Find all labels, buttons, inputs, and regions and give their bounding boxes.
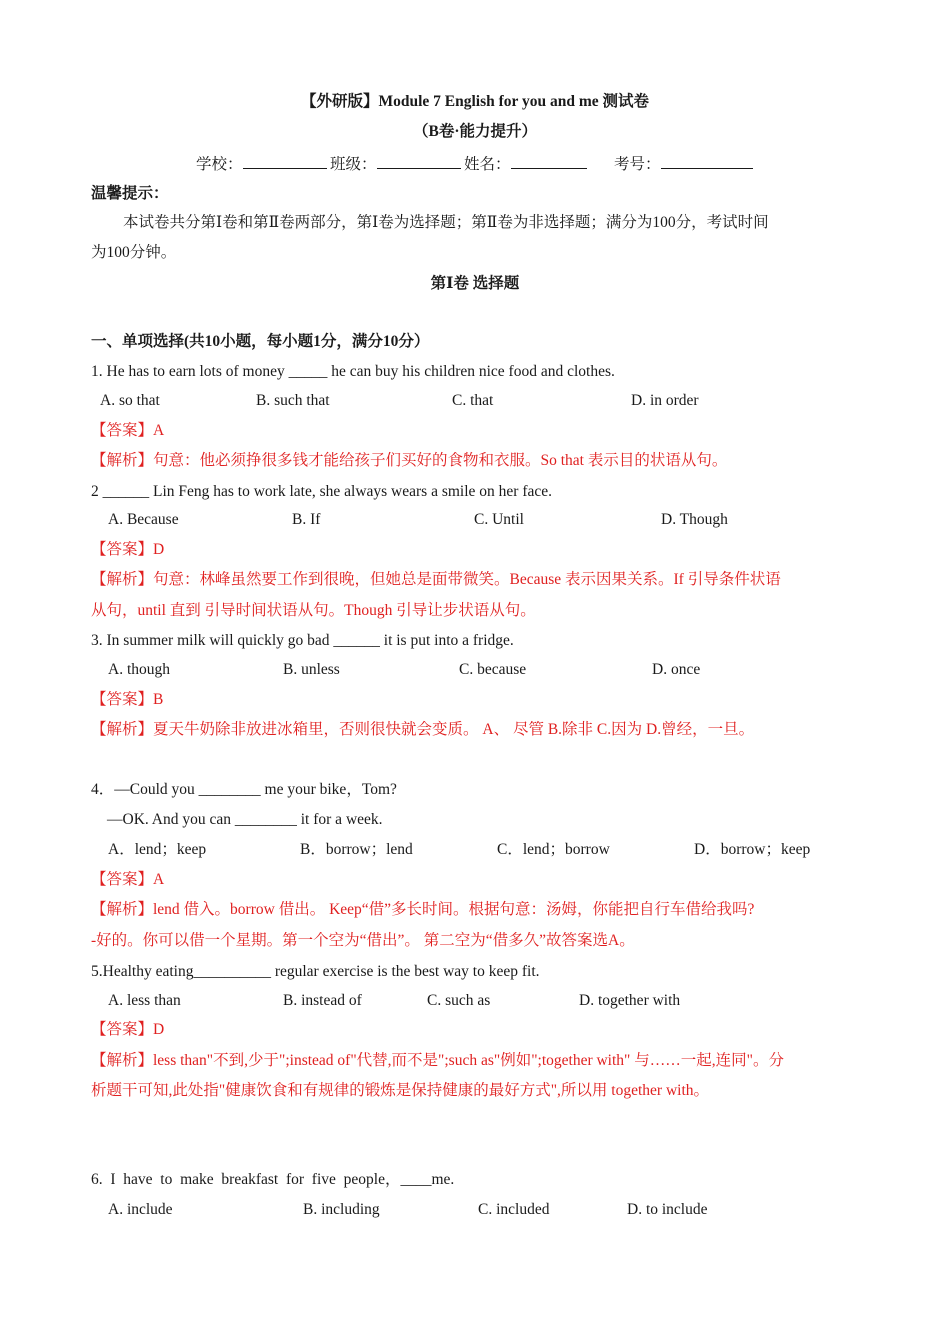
q4-option-a[interactable]: A．lend；keep [108,841,207,858]
q3-option-a[interactable]: A. though [108,661,170,678]
part1-title: 第Ⅰ卷 选择题 [430,275,520,292]
q5-option-d[interactable]: D. together with [579,992,681,1009]
class-field[interactable] [330,154,461,175]
q5-option-c[interactable]: C. such as [427,992,491,1009]
class-blank[interactable] [377,154,461,169]
q6-option-a[interactable]: A. include [108,1201,173,1218]
q3-analysis: 【解析】夏天牛奶除非放进冰箱里，否则很快就会变质。 A、 尽管 B.除非 C.因为 D.曾经，一旦。 [91,721,755,738]
exam-number-blank[interactable] [661,154,753,169]
q3-answer: 【答案】B [91,691,164,708]
q5-answer: 【答案】D [91,1021,165,1038]
question-2-stem: 2 ______ Lin Feng has to work late, she always wears a smile on her face. [91,483,552,500]
q4-analysis-line2: -好的。你可以借一个星期。第一个空为“借出”。 第二空为“借多久”故答案选A。 [91,932,635,949]
exam-number-label: 考号： [614,156,661,173]
q1-analysis: 【解析】句意：他必须挣很多钱才能给孩子们买好的食物和衣服。So that 表示目的状语从句。 [91,452,728,469]
notice-heading: 温馨提示： [91,185,169,202]
q3-option-b[interactable]: B. unless [283,661,340,678]
q1-option-d[interactable]: D. in order [631,392,699,409]
q3-option-c[interactable]: C. because [459,661,527,678]
q6-option-c[interactable]: C. included [478,1201,550,1218]
answer-blank[interactable]: ______ [102,483,150,500]
question-6-stem: 6. I have to make breakfast for five people，____me. [91,1171,455,1188]
question-4-stem-line2: —OK. And you can ________ it for a week. [107,811,383,828]
school-label: 学校： [196,156,243,173]
class-label: 班级： [330,156,377,173]
q1-option-b[interactable]: B. such that [256,392,330,409]
answer-blank[interactable]: ________ [198,781,261,798]
answer-blank[interactable]: _____ [288,363,328,380]
q2-option-b[interactable]: B. If [292,511,321,528]
name-label: 姓名： [464,156,511,173]
q4-option-d[interactable]: D．borrow；keep [694,841,811,858]
q3-option-d[interactable]: D. once [652,661,701,678]
school-field[interactable] [196,154,327,175]
q6-option-d[interactable]: D. to include [627,1201,708,1218]
question-1-stem: 1. He has to earn lots of money _____ he can buy his children nice food and clothes. [91,363,615,380]
answer-blank[interactable]: ________ [234,811,297,828]
q4-analysis-line1: 【解析】lend 借入。borrow 借出。 Keep“借”多长时间。根据句意：汤姆，你能把自行车借给我吗? [91,901,755,918]
question-3-stem: 3. In summer milk will quickly go bad ______ it is put into a fridge. [91,632,514,649]
q5-option-a[interactable]: A. less than [108,992,181,1009]
q1-answer: 【答案】A [91,422,165,439]
exam-subtitle: （B卷·能力提升） [412,123,537,140]
question-5-stem: 5.Healthy eating__________ regular exercise is the best way to keep fit. [91,963,540,980]
q5-analysis-line2: 析题干可知,此处指"健康饮食和有规律的锻炼是保持健康的最好方式",所以用 together with。 [91,1082,709,1099]
question-4-stem: 4．—Could you ________ me your bike，Tom? [91,781,397,798]
q4-option-c[interactable]: C．lend；borrow [497,841,610,858]
answer-blank[interactable]: ____ [400,1171,432,1188]
q5-analysis-line1: 【解析】less than"不到,少于";instead of"代替,而不是";such as"例如";together with" 与……一起,连同"。分 [91,1052,784,1069]
q4-answer: 【答案】A [91,871,165,888]
q1-option-c[interactable]: C. that [452,392,494,409]
q1-option-a[interactable]: A. so that [100,392,160,409]
school-blank[interactable] [243,154,327,169]
q2-option-a[interactable]: A. Because [108,511,179,528]
exam-title: 【外研版】Module 7 English for you and me 测试卷 [300,93,650,110]
notice-text-line2: 为100分钟。 [91,244,177,261]
exam-number-field[interactable] [614,154,753,175]
q5-option-b[interactable]: B. instead of [283,992,362,1009]
q2-option-d[interactable]: D. Though [661,511,728,528]
q2-answer: 【答案】D [91,541,165,558]
answer-blank[interactable]: __________ [193,963,271,980]
q2-analysis-line2: 从句，until 直到 引导时间状语从句。Though 引导让步状语从句。 [91,602,536,619]
answer-blank[interactable]: ______ [333,632,380,649]
notice-text-line1: 本试卷共分第Ⅰ卷和第Ⅱ卷两部分，第Ⅰ卷为选择题；第Ⅱ卷为非选择题；满分为100分，考试时间 [123,214,769,231]
q6-option-b[interactable]: B. including [303,1201,380,1218]
q2-option-c[interactable]: C. Until [474,511,524,528]
name-blank[interactable] [511,154,587,169]
section-title: 一、单项选择(共10小题，每小题1分，满分10分） [91,333,430,350]
q2-analysis-line1: 【解析】句意：林峰虽然要工作到很晚，但她总是面带微笑。Because 表示因果关系。If 引导条件状语 [91,571,781,588]
name-field[interactable] [464,154,587,175]
q4-option-b[interactable]: B．borrow；lend [300,841,413,858]
